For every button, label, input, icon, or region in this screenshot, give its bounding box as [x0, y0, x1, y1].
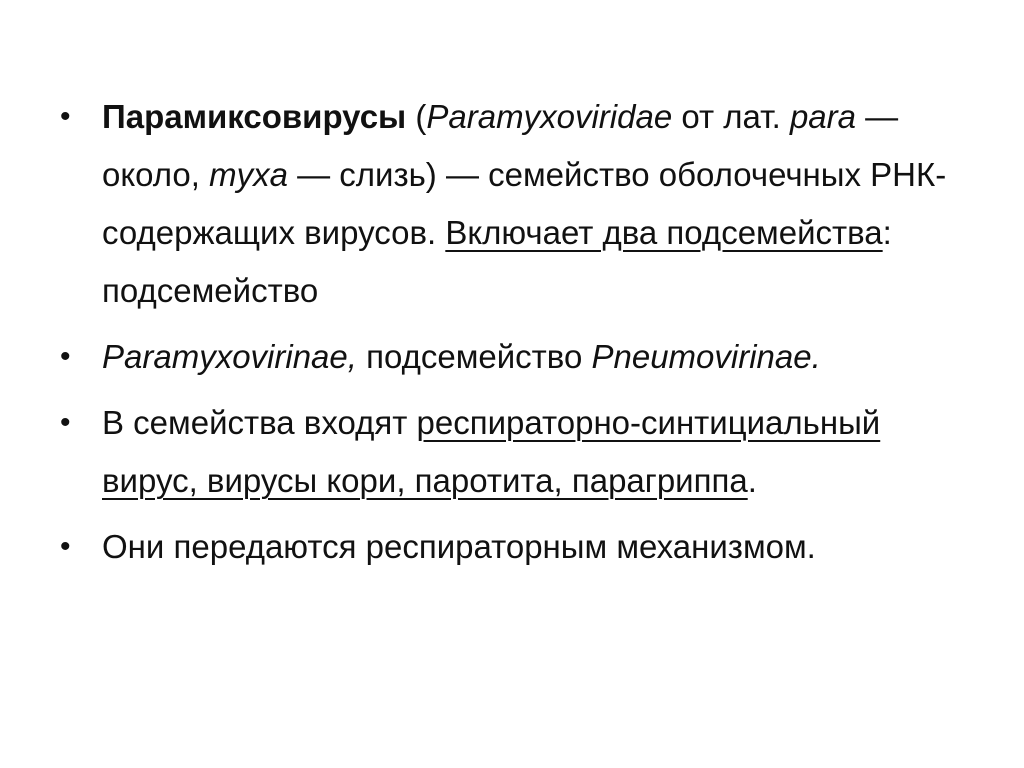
latin-para: para [789, 98, 857, 135]
bullet-item-paramyxoviruses [60, 88, 960, 320]
link-two-subfamilies[interactable]: Включает два подсемейства [445, 214, 883, 251]
latin-family-name: Paramyxoviridae [426, 98, 673, 135]
bullet-dot-icon: • [60, 340, 71, 373]
link-virus-list[interactable]: респираторно-синтициальный вирус, вирусы кори, паротита, парагриппа [102, 404, 881, 499]
bullet-item-subfamilies [60, 328, 960, 386]
latin-myxa: myxa [209, 156, 288, 193]
text-mucus-description: — слизь) — семейство оболочечных РНК-содержащих вирусов. [102, 156, 947, 251]
bullet-item-transmission [60, 518, 960, 576]
text-near: — около, [102, 98, 899, 193]
bullet-dot-icon: • [60, 530, 71, 563]
text-period: . [747, 462, 757, 499]
latin-pneumovirinae: Pneumovirinae. [591, 338, 821, 375]
bullet-dot-icon: • [60, 100, 71, 133]
text-transmission: Они передаются респираторным механизмом. [102, 528, 816, 565]
text-family-includes: В семейства входят [102, 404, 417, 441]
text-subfamily: : подсемейство [102, 214, 892, 309]
bullet-item-members [60, 394, 960, 510]
bullet-list [60, 88, 960, 584]
bullet-dot-icon: • [60, 406, 71, 439]
text-from-latin: от лат. [672, 98, 790, 135]
text-open-paren: ( [406, 98, 427, 135]
latin-paramyxovirinae: Paramyxovirinae, [102, 338, 357, 375]
term-paramyxoviruses: Парамиксовирусы [102, 98, 407, 135]
text-subfamily: подсемейство [356, 338, 592, 375]
